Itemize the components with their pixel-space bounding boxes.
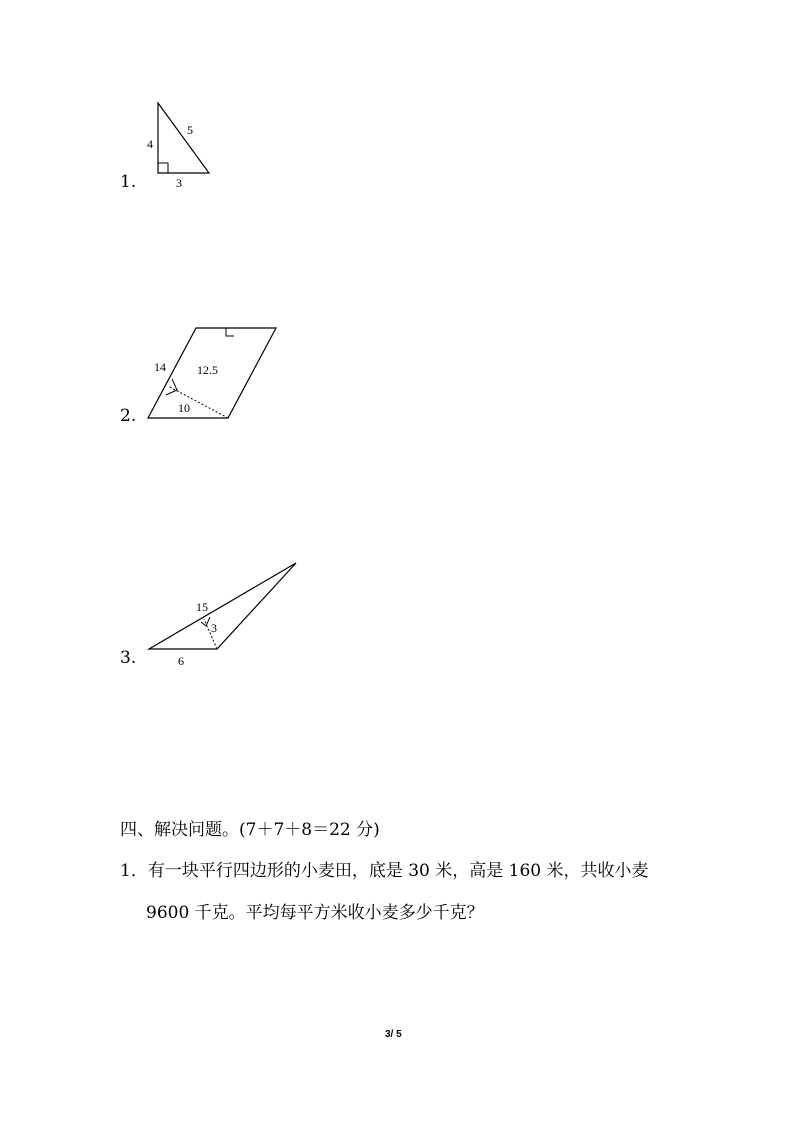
height-label-10: 10 xyxy=(178,401,190,415)
figure-2-parallelogram xyxy=(140,320,285,430)
right-angle-mark xyxy=(158,163,168,173)
figure-1-right-triangle xyxy=(130,95,230,195)
triangle-shape xyxy=(149,563,296,649)
height-dotted-line xyxy=(168,386,228,418)
height-label-3: 3 xyxy=(211,621,217,635)
figure-3-obtuse-triangle xyxy=(140,555,305,675)
right-angle-mark-top xyxy=(226,328,234,336)
side-label-3: 3 xyxy=(176,176,182,190)
side-label-15: 15 xyxy=(196,600,208,614)
section-heading: 四、解决问题。(7＋7＋8＝22 分) xyxy=(120,820,380,840)
question-1-line-1: 1．有一块平行四边形的小麦田，底是 30 米，高是 160 米，共收小麦 xyxy=(120,861,649,881)
figure-1-number: 1. xyxy=(120,172,137,192)
height-label-12-5: 12.5 xyxy=(197,363,218,377)
side-label-14: 14 xyxy=(154,360,166,374)
figure-3-number: 3. xyxy=(120,648,137,668)
question-1-line-2: 9600 千克。平均每平方米收小麦多少千克？ xyxy=(146,903,484,923)
side-label-4: 4 xyxy=(147,137,153,151)
side-label-5: 5 xyxy=(187,123,193,137)
page-number: 3/ 5 xyxy=(385,1029,402,1040)
figure-2-number: 2. xyxy=(120,406,137,426)
base-label-6: 6 xyxy=(178,654,184,668)
